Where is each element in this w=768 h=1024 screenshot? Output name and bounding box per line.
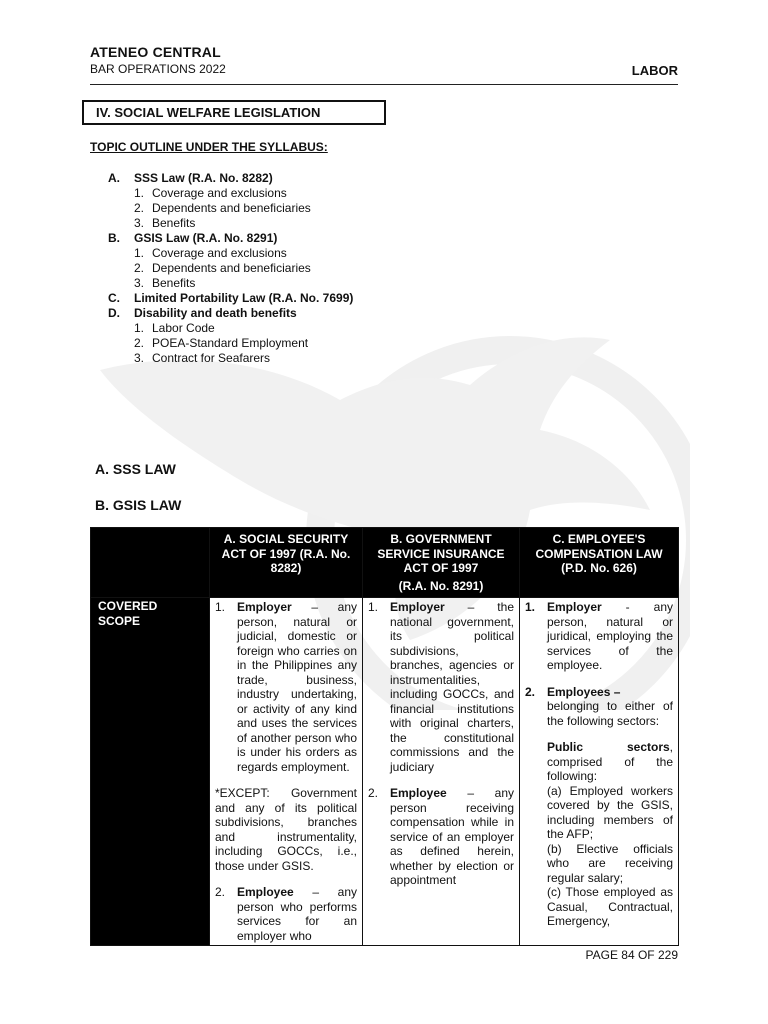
outline-sub-label: Dependents and beneficiaries xyxy=(152,261,311,275)
running-header xyxy=(90,44,226,76)
outline-letter: D. xyxy=(108,306,120,320)
list-item xyxy=(215,885,357,943)
item-num: 1. xyxy=(525,600,536,614)
outline-sub-label: Dependents and beneficiaries xyxy=(152,201,311,215)
except-note: *EXCEPT: Government and any of its political subdivisions, branches and instrumentality, including GOCCs, i.e., those under GSIS. xyxy=(215,786,357,873)
col-header-ecl-pd: (P.D. No. 626) xyxy=(561,561,637,575)
item-num: 2. xyxy=(215,885,226,899)
outline-label: GSIS Law (R.A. No. 8291) xyxy=(134,231,278,245)
outline-label: Disability and death benefits xyxy=(134,306,297,320)
outline-subitem xyxy=(134,186,353,201)
outline-sub-num: 3. xyxy=(134,351,145,365)
item-text: – any person receiving compensation while in service of an employer as defined herein, whether by election or appointment xyxy=(390,786,514,887)
outline-sub-num: 2. xyxy=(134,336,145,350)
row-label-covered-scope xyxy=(91,598,210,946)
outline-letter: C. xyxy=(108,291,120,305)
outline-sub-label: Contract for Seafarers xyxy=(152,351,271,365)
item-term: Employee xyxy=(237,885,294,899)
col-header-sss xyxy=(210,528,363,598)
list-item xyxy=(525,600,673,673)
sector-item-a: (a) Employed workers covered by the GSIS, including members of the AFP; xyxy=(547,783,673,841)
outline-sub-label: Labor Code xyxy=(152,321,215,335)
outline-sub-num: 2. xyxy=(134,261,145,275)
col-header-sss-text: A. SOCIAL SECURITY ACT OF 1997 (R.A. No. 8282) xyxy=(221,532,351,575)
col-header-gsis xyxy=(363,528,520,598)
subject-label: LABOR xyxy=(631,63,678,78)
heading-sss-law: A. SSS LAW xyxy=(95,461,176,477)
page-number: PAGE 84 OF 229 xyxy=(585,948,678,962)
outline-sub-label: POEA-Standard Employment xyxy=(152,336,309,350)
outline-subitem xyxy=(134,246,353,261)
public-sectors-text: , comprised of the following: xyxy=(547,740,673,783)
list-item xyxy=(368,786,514,888)
item-num: 1. xyxy=(368,600,379,614)
list-item xyxy=(215,600,357,774)
item-term: Employer xyxy=(390,600,445,614)
item-num: 2. xyxy=(368,786,379,800)
item-text: – the national government, its political subdivisions, branches, agencies or instrumentalities, including GOCCs, and financial institutions with original charters, the constitutional commissions and the judiciary xyxy=(390,600,514,774)
outline-subitem xyxy=(134,351,353,366)
col-header-ecl-text: C. EMPLOYEE'S COMPENSATION LAW xyxy=(535,532,663,561)
outline-item xyxy=(108,171,353,186)
table-row xyxy=(91,598,679,946)
item-text: - any person, natural or juridical, employing the services of the employee. xyxy=(547,600,673,672)
outline-sub-num: 3. xyxy=(134,276,145,290)
cell-ecl xyxy=(520,598,679,946)
heading-gsis-law: B. GSIS LAW xyxy=(95,497,182,513)
outline-sub-num: 2. xyxy=(134,201,145,215)
cell-sss xyxy=(210,598,363,946)
sector-item-b: (b) Elective officials who are receiving regular salary; xyxy=(547,841,673,885)
org-name: ATENEO CENTRAL xyxy=(90,44,221,60)
cell-gsis xyxy=(363,598,520,946)
outline-sub-num: 1. xyxy=(134,321,145,335)
public-sectors-term: Public sectors xyxy=(547,740,670,754)
outline-sub-label: Coverage and exclusions xyxy=(152,246,287,260)
outline-subitem xyxy=(134,216,353,231)
outline-label: Limited Portability Law (R.A. No. 7699) xyxy=(134,291,354,305)
item-num: 1. xyxy=(215,600,226,614)
item-term: Employee xyxy=(390,786,447,800)
outline-subitem xyxy=(134,201,353,216)
outline-item xyxy=(108,231,353,246)
section-title: IV. SOCIAL WELFARE LEGISLATION xyxy=(82,100,386,125)
outline-letter: B. xyxy=(108,231,120,245)
outline-sub-label: Coverage and exclusions xyxy=(152,186,287,200)
row-label-text: COVERED SCOPE xyxy=(98,599,158,628)
item-term: Employer xyxy=(547,600,602,614)
list-item xyxy=(525,685,673,929)
item-num: 2. xyxy=(525,684,536,699)
table-header-row xyxy=(91,528,679,598)
outline-sub-num: 1. xyxy=(134,246,145,260)
outline-item xyxy=(108,291,353,306)
table-corner xyxy=(91,528,210,598)
sector-item-c: (c) Those employed as Casual, Contractual, Emergency, xyxy=(547,885,673,928)
item-text: – any person who performs services for an employer who xyxy=(237,885,357,943)
comparison-table xyxy=(90,527,679,946)
outline-sub-num: 3. xyxy=(134,216,145,230)
outline-sub-num: 1. xyxy=(134,186,145,200)
col-header-ecl xyxy=(520,528,679,598)
outline-subitem xyxy=(134,321,353,336)
col-header-gsis-ra: (R.A. No. 8291) xyxy=(398,578,484,593)
outline-item xyxy=(108,306,353,321)
list-item xyxy=(368,600,514,774)
outline-subitem xyxy=(134,336,353,351)
outline-sub-label: Benefits xyxy=(152,276,196,290)
item-term: Employer xyxy=(237,600,292,614)
item-text: belonging to either of the following sectors: xyxy=(547,699,673,728)
header-subtitle: BAR OPERATIONS 2022 xyxy=(90,62,226,76)
outline-letter: A. xyxy=(108,171,120,185)
item-text: – any person, natural or judicial, domestic or foreign who carries on in the Philippines any trade, business, industry undertaking, or activity of any kind and uses the services of another person who is under his orders as regards employment. xyxy=(237,600,357,774)
outline-subitem xyxy=(134,261,353,276)
header-rule xyxy=(90,84,678,85)
outline-subitem xyxy=(134,276,353,291)
outline-title: TOPIC OUTLINE UNDER THE SYLLABUS: xyxy=(90,140,328,154)
item-term: Employees – xyxy=(547,684,621,699)
outline-sub-label: Benefits xyxy=(152,216,196,230)
col-header-gsis-text: B. GOVERNMENT SERVICE INSURANCE ACT OF 1997 xyxy=(377,532,505,575)
outline-label: SSS Law (R.A. No. 8282) xyxy=(134,171,273,185)
topic-outline xyxy=(108,171,353,366)
